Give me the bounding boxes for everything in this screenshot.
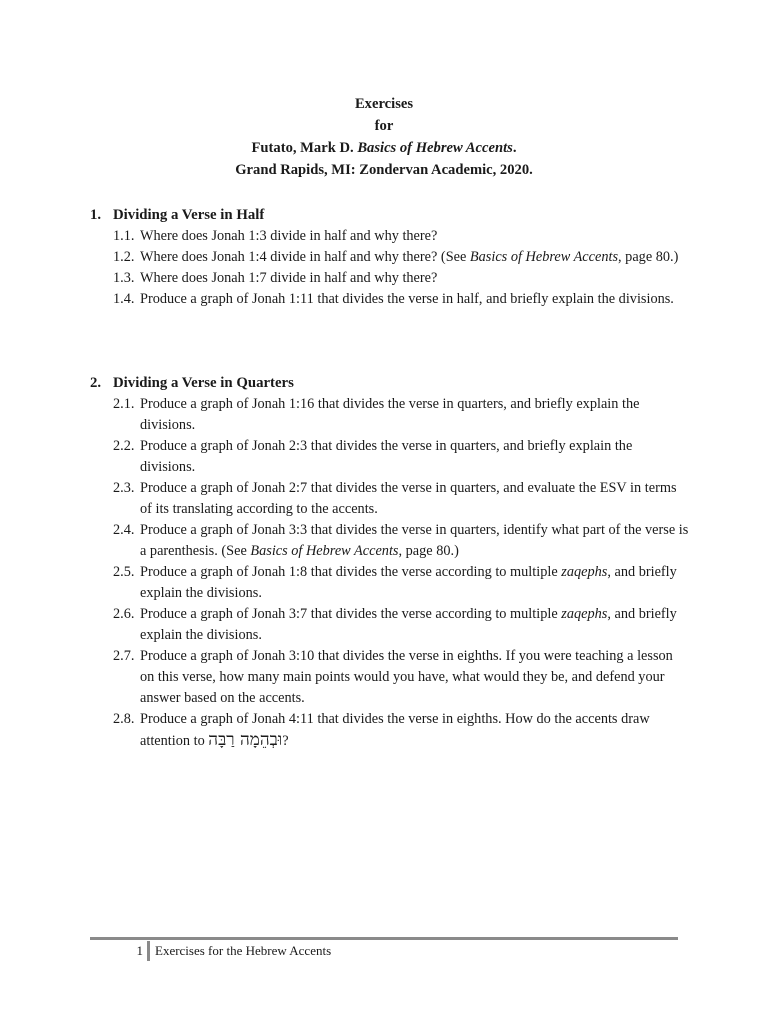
text-run: , and briefly explain the divisions.	[140, 564, 677, 601]
citation-author: Futato, Mark D.	[251, 140, 358, 156]
exercise-item	[90, 394, 690, 436]
exercise-text	[140, 520, 690, 562]
section-2	[90, 373, 690, 752]
exercise-number: 2.4.	[113, 522, 135, 538]
exercise-text	[140, 226, 690, 247]
exercise-number: 1.1.	[113, 228, 135, 244]
exercise-number: 1.4.	[113, 291, 135, 307]
italic-phrase: Basics of Hebrew Accents	[469, 249, 619, 265]
footer-title: Exercises for the Hebrew Accents	[155, 943, 332, 958]
exercise-item	[90, 289, 690, 310]
exercise-text	[140, 562, 690, 604]
exercise-text	[140, 604, 690, 646]
exercise-text	[140, 247, 690, 268]
text-run: Produce a graph of Jonah 2:7 that divides the verse in quarters, and evaluate the ESV in terms of its translating according to the accents.	[140, 480, 677, 517]
section-heading	[90, 373, 690, 394]
exercise-list	[90, 394, 690, 752]
exercise-number: 2.3.	[113, 480, 135, 496]
exercise-item	[90, 268, 690, 289]
italic-phrase: zaqephs	[561, 564, 608, 580]
exercise-number: 2.2.	[113, 438, 135, 454]
text-run: Produce a graph of Jonah 1:8 that divides the verse according to multiple	[140, 564, 562, 580]
exercise-item	[90, 436, 690, 478]
citation-period: .	[512, 140, 517, 156]
title-publisher-line: Grand Rapids, MI: Zondervan Academic, 2020.	[235, 162, 533, 178]
text-run: Where does Jonah 1:7 divide in half and why there?	[140, 270, 438, 286]
exercise-item	[90, 520, 690, 562]
title-citation-line	[0, 137, 768, 159]
section-number: 2.	[90, 375, 102, 391]
exercise-item	[90, 247, 690, 268]
exercise-list	[90, 226, 690, 310]
exercise-number: 2.8.	[113, 711, 135, 727]
section-title: Dividing a Verse in Half	[113, 207, 265, 223]
exercise-item	[90, 562, 690, 604]
section-title: Dividing a Verse in Quarters	[113, 375, 294, 391]
exercise-item	[90, 478, 690, 520]
text-run: ?	[282, 733, 289, 749]
exercise-text	[140, 268, 690, 289]
exercise-text	[140, 709, 690, 752]
italic-phrase: Basics of Hebrew Accents	[250, 543, 399, 559]
title-line-2: for	[374, 118, 394, 134]
section-heading	[90, 205, 690, 226]
text-run: Where does Jonah 1:3 divide in half and why there?	[140, 228, 438, 244]
text-run: Produce a graph of Jonah 1:16 that divides the verse in quarters, and briefly explain the divisions.	[140, 396, 640, 433]
text-run: , and briefly explain the divisions.	[140, 606, 677, 643]
exercise-number: 2.5.	[113, 564, 135, 580]
page-footer	[90, 941, 678, 961]
exercise-text	[140, 478, 690, 520]
hebrew-phrase: וּבְהֵמָה רַבָּה	[208, 730, 283, 750]
exercise-item	[90, 604, 690, 646]
exercise-item	[90, 709, 690, 752]
exercise-number: 2.7.	[113, 648, 135, 664]
citation-book-title: Basics of Hebrew Accents	[357, 140, 513, 156]
text-run: , page 80.)	[398, 543, 459, 559]
text-run: Produce a graph of Jonah 3:10 that divides the verse in eighths. If you were teaching a lesson on this verse, how many main points would you have, what would they be, and defend your answer based on the accents.	[140, 648, 673, 706]
italic-phrase: zaqephs	[561, 606, 608, 622]
exercise-number: 2.6.	[113, 606, 135, 622]
exercise-text	[140, 646, 690, 709]
text-run: Where does Jonah 1:4 divide in half and why there? (See	[140, 249, 470, 265]
text-run: , page 80.)	[618, 249, 679, 265]
exercise-number: 1.3.	[113, 270, 135, 286]
exercise-item	[90, 226, 690, 247]
text-run: Produce a graph of Jonah 4:11 that divides the verse in eighths. How do the accents draw attention to	[140, 711, 650, 749]
section-1	[90, 205, 690, 310]
page-number: 1	[136, 943, 143, 958]
text-run: Produce a graph of Jonah 2:3 that divides the verse in quarters, and briefly explain the divisions.	[140, 438, 633, 475]
exercise-number: 2.1.	[113, 396, 135, 412]
exercise-text	[140, 436, 690, 478]
exercise-item	[90, 646, 690, 709]
exercise-text	[140, 394, 690, 436]
exercise-number: 1.2.	[113, 249, 135, 265]
title-line-1: Exercises	[354, 96, 414, 112]
text-run: Produce a graph of Jonah 3:7 that divides the verse according to multiple	[140, 606, 562, 622]
exercise-text	[140, 289, 690, 310]
text-run: Produce a graph of Jonah 3:3 that divides the verse in quarters, identify what part of the verse is a parenthesis. (See	[140, 522, 689, 559]
title-block	[0, 93, 768, 181]
footer-rule	[90, 937, 678, 940]
section-number: 1.	[90, 207, 102, 223]
text-run: Produce a graph of Jonah 1:11 that divides the verse in half, and briefly explain the divisions.	[140, 291, 674, 307]
